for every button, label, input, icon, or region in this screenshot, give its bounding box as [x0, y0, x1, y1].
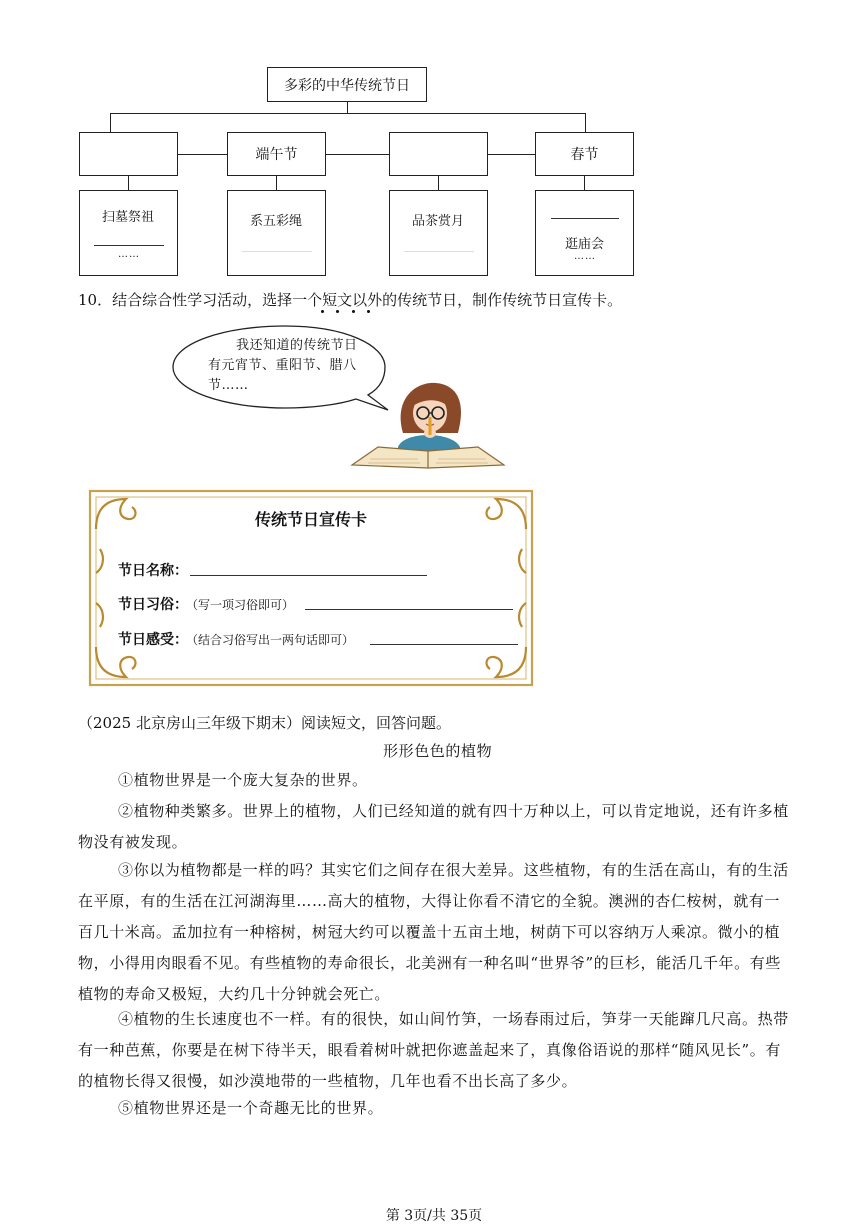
festival-name-box-3	[389, 132, 488, 176]
diagram-root-label: 多彩的中华传统节日	[284, 77, 410, 94]
festival-custom-text: 扫墓祭祖	[102, 210, 155, 225]
passage-paragraph: ③你以为植物都是一样的吗？其实它们之间存在很大差异。这些植物，有的生活在高山，有的生活在平原，有的生活在江河湖海里……高大的植物，大得让你看不清它的全貌。澳洲的杏仁桉树，就有一百几十米高。孟加拉有一种榕树，树冠大约可以覆盖十五亩土地，树荫下可以容纳万人乘凉。微小的植物，小得用肉眼看不见。有些植物的寿命很长，北美洲有一种名叫“世界爷”的巨杉，能活几千年。有些植物的寿命又极短，大约几十分钟就会死亡。	[78, 861, 789, 1003]
passage-paragraph: ②植物种类繁多。世界上的植物，人们已经知道的就有四十万种以上，可以肯定地说，还有许多植物没有被发现。	[78, 802, 789, 851]
festival-custom-box-2	[227, 190, 326, 276]
festival-feeling-blank[interactable]	[370, 644, 518, 645]
diagram-connector	[438, 176, 439, 190]
answer-blank[interactable]	[94, 245, 164, 246]
emphasis-dot	[352, 310, 355, 313]
card-custom-label: 节日习俗： （写一项习俗即可）	[118, 597, 295, 613]
diagram-connector	[584, 176, 585, 190]
festival-custom-blank[interactable]	[305, 609, 513, 610]
speech-bubble-text: 我还知道的传统节日有元宵节、重阳节、腊八节……	[208, 338, 358, 393]
diagram-connector	[585, 113, 586, 132]
passage-title: 形形色色的植物	[383, 742, 493, 760]
diagram-root-box	[267, 67, 427, 102]
page-number: 第 3页/共 35页	[385, 1208, 483, 1224]
festival-name-box-4	[535, 132, 634, 176]
festival-custom-box-4	[535, 190, 634, 276]
emphasis-dot	[321, 310, 324, 313]
festival-custom-text: 逛庙会	[565, 237, 605, 252]
card-title: 传统节日宣传卡	[254, 510, 367, 529]
emphasis-dot	[367, 310, 370, 313]
diagram-connector	[110, 113, 111, 132]
festival-custom-box-3	[389, 190, 488, 276]
festival-custom-text: 系五彩绳	[250, 214, 303, 229]
passage-paragraph: ①植物世界是一个庞大复杂的世界。	[118, 771, 368, 789]
passage-source: （2025 北京房山三年级下期末）阅读短文，回答问题。	[78, 714, 451, 732]
faint-line	[404, 251, 474, 252]
card-custom-hint: （写一项习俗即可）	[192, 598, 295, 612]
passage-paragraph: ④植物的生长速度也不一样。有的很快，如山间竹笋，一场春雨过后，笋芽一天能蹿几尺高。热带有一种芭蕉，你要是在树下待半天，眼看着树叶就把你遮盖起来了，真像俗语说的那样“随风见长”。有的植物长得又很慢，如沙漠地带的一些植物，几年也看不出长高了多少。	[78, 1010, 789, 1090]
festival-custom-box-1	[79, 190, 178, 276]
card-feeling-label: 节日感受： （结合习俗写出一两句话即可）	[118, 632, 355, 648]
festival-name-box-2	[227, 132, 326, 176]
girl-reading-illustration	[348, 377, 508, 471]
festival-name: 端午节	[255, 147, 298, 163]
festival-name: 春节	[570, 147, 599, 163]
emphasis-dot	[336, 310, 339, 313]
answer-blank[interactable]	[551, 218, 619, 219]
festival-custom-text: 品茶赏月	[412, 214, 465, 229]
festival-name-box-1	[79, 132, 178, 176]
ellipsis: ……	[574, 251, 596, 262]
card-feeling-hint: （结合习俗写出一两句话即可）	[192, 633, 355, 647]
diagram-connector	[347, 102, 348, 113]
diagram-connector	[128, 176, 129, 190]
festival-name-blank[interactable]	[190, 575, 427, 576]
question-10-text: 10．结合综合性学习活动，选择一个短文以外的传统节日，制作传统节日宣传卡。	[78, 291, 623, 309]
faint-line	[242, 251, 312, 252]
ellipsis: ……	[118, 249, 140, 260]
passage-paragraph: ⑤植物世界还是一个奇趣无比的世界。	[118, 1099, 384, 1117]
diagram-connector	[110, 113, 585, 114]
diagram-connector	[276, 176, 277, 190]
card-name-label: 节日名称：	[118, 563, 188, 579]
